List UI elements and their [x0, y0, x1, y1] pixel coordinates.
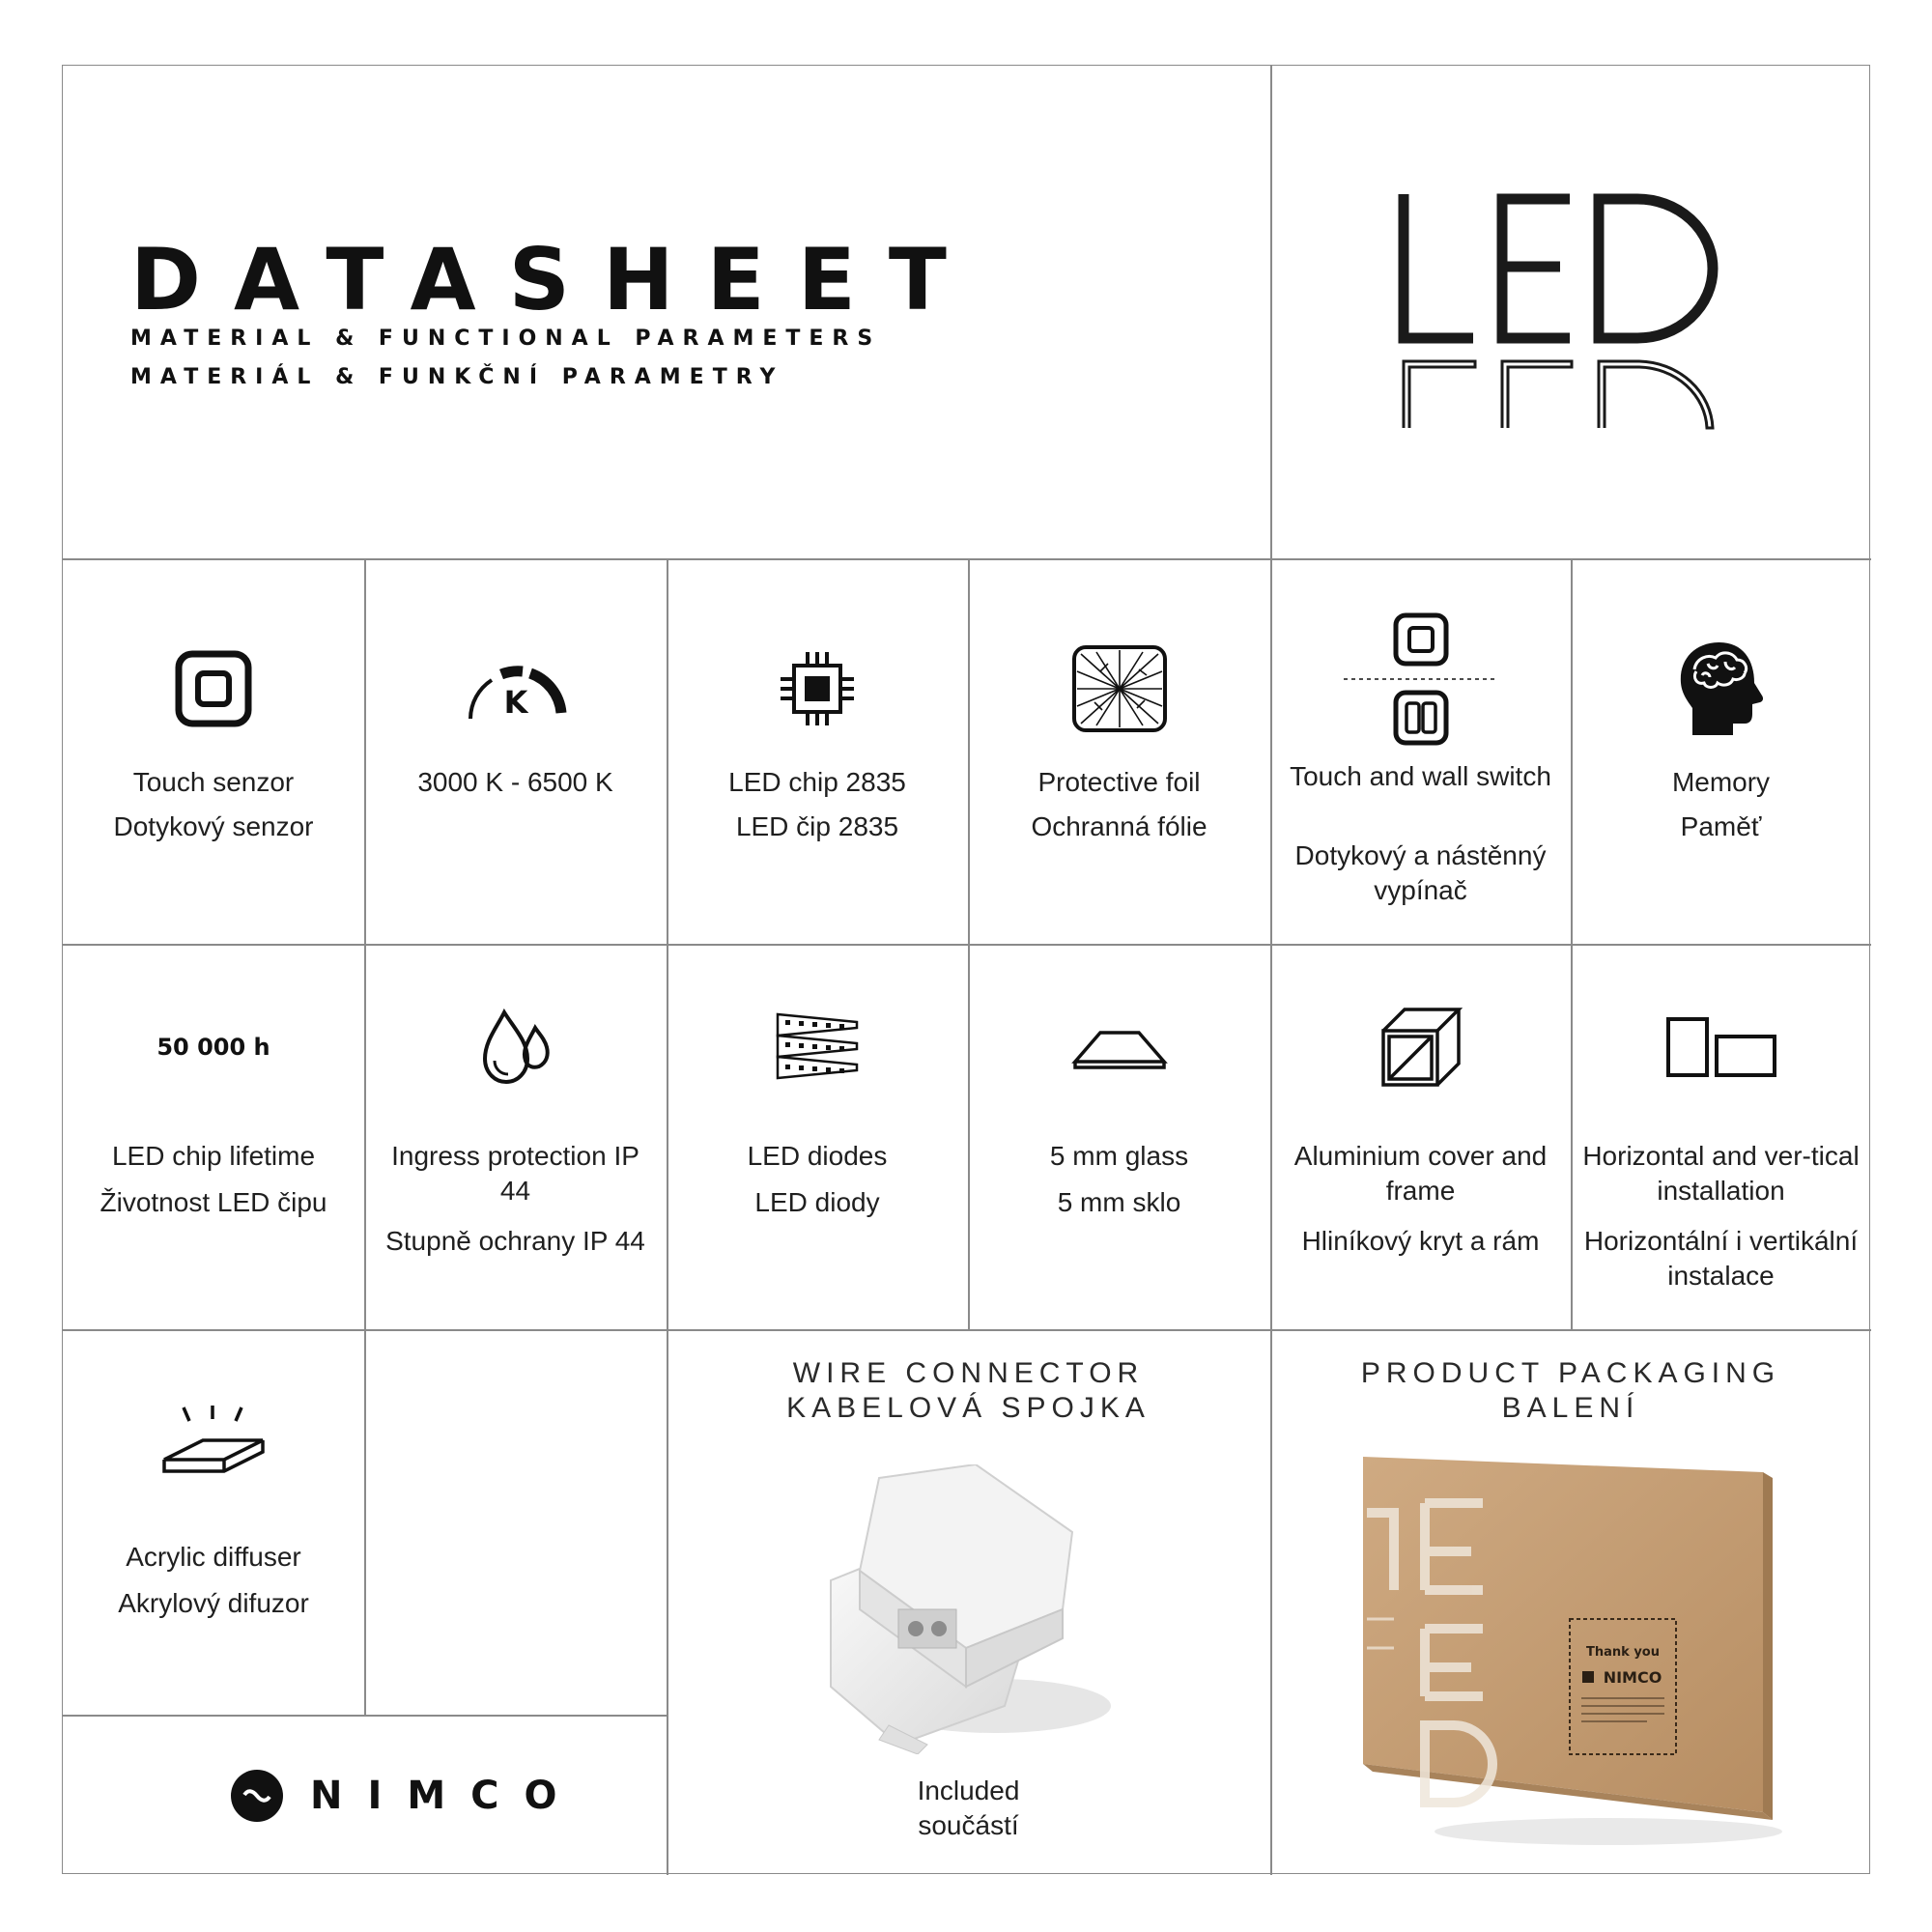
- datasheet: [62, 65, 1870, 1874]
- feature-installation-orientation: [1571, 944, 1871, 1329]
- label-cz: Ochranná fólie: [1031, 811, 1208, 841]
- label-cz: Dotykový a nástěnný vypínač: [1294, 840, 1547, 905]
- acrylic-diffuser-icon: [160, 1402, 267, 1479]
- label-en: LED diodes: [747, 1141, 888, 1171]
- label-en: Protective foil: [1037, 767, 1201, 797]
- wire-connector-panel: [667, 1329, 1270, 1875]
- feature-led-diodes: [667, 944, 968, 1329]
- label-en: Aluminium cover and frame: [1293, 1141, 1548, 1206]
- ingress-protection-icon: [479, 1009, 553, 1086]
- label-en: 3000 K - 6500 K: [417, 767, 613, 797]
- nimco-logo-icon: [231, 1770, 283, 1822]
- packaging-brand-label: NIMCO: [1603, 1668, 1662, 1687]
- led-diodes-icon: [774, 1010, 861, 1084]
- label-cz: Horizontální i vertikální instalace: [1583, 1226, 1859, 1291]
- feature-glass: [968, 944, 1270, 1329]
- label-en: Touch and wall switch: [1290, 761, 1551, 791]
- subtitle-cz: MATERIÁL & FUNKČNÍ PARAMETRY: [130, 365, 784, 389]
- feature-aluminium-frame: [1270, 944, 1571, 1329]
- protective-foil-icon: [1071, 644, 1168, 733]
- feature-led-chip: [667, 558, 968, 944]
- label-cz: LED čip 2835: [735, 811, 899, 841]
- label-cz: Hliníkový kryt a rám: [1301, 1226, 1540, 1256]
- feature-memory: [1571, 558, 1871, 944]
- lifetime-icon: 50 000 h: [156, 1034, 270, 1061]
- packaging-thank-you: Thank you: [1586, 1645, 1660, 1660]
- wire-connector-note-en: Included: [917, 1776, 1020, 1805]
- wire-connector-image: [811, 1464, 1121, 1754]
- label-cz: Paměť: [1680, 811, 1762, 841]
- label-en: Touch senzor: [132, 767, 295, 797]
- packaging-box-image: [1357, 1445, 1782, 1851]
- installation-orientation-icon: [1665, 1016, 1777, 1078]
- label-cz: Životnost LED čipu: [99, 1187, 327, 1217]
- aluminium-frame-icon: [1379, 1006, 1463, 1089]
- label-en: LED chip 2835: [728, 767, 906, 797]
- feature-protective-foil: [968, 558, 1270, 944]
- feature-lifetime: [63, 944, 364, 1329]
- led-chip-icon: [777, 648, 858, 729]
- label-cz: Stupně ochrany IP 44: [385, 1226, 645, 1256]
- wire-connector-title-en: WIRE CONNECTOR: [792, 1357, 1145, 1389]
- packaging-title-cz: BALENÍ: [1501, 1392, 1640, 1424]
- brand-name: NIMCO: [310, 1774, 582, 1818]
- memory-icon: [1675, 640, 1768, 737]
- feature-ingress-protection: [364, 944, 667, 1329]
- label-cz: Akrylový difuzor: [118, 1588, 309, 1618]
- subtitle-en: MATERIAL & FUNCTIONAL PARAMETERS: [130, 327, 882, 351]
- label-en: 5 mm glass: [1049, 1141, 1189, 1171]
- wire-connector-title-cz: KABELOVÁ SPOJKA: [786, 1392, 1151, 1424]
- label-cz: 5 mm sklo: [1057, 1187, 1181, 1217]
- empty-cell: [364, 1329, 667, 1715]
- label-en: LED chip lifetime: [111, 1141, 316, 1171]
- feature-touch-and-wall-switch: [1270, 558, 1571, 944]
- header: [63, 66, 1270, 558]
- wire-connector-note-cz: součástí: [918, 1810, 1019, 1840]
- touch-sensor-icon: [175, 650, 252, 727]
- glass-icon: [1071, 1023, 1168, 1071]
- label-en: Horizontal and ver-tical installation: [1582, 1141, 1860, 1206]
- touch-and-wall-switch-icon: [1339, 611, 1503, 747]
- label-cz: LED diody: [754, 1187, 880, 1217]
- color-temperature-icon: [463, 655, 569, 723]
- brand-footer: [63, 1715, 667, 1875]
- label-cz: Dotykový senzor: [113, 811, 314, 841]
- page-title: DATASHEET: [130, 230, 980, 329]
- label-en: Ingress protection IP 44: [391, 1141, 639, 1206]
- label-en: Acrylic diffuser: [126, 1542, 301, 1572]
- feature-color-temperature: [364, 558, 667, 944]
- packaging-panel: [1270, 1329, 1871, 1875]
- packaging-title-en: PRODUCT PACKAGING: [1360, 1357, 1781, 1389]
- feature-acrylic-diffuser: [63, 1329, 364, 1715]
- color-temperature-icon-letter: K: [503, 684, 527, 721]
- feature-touch-sensor: [63, 558, 364, 944]
- led-logo-panel: [1270, 66, 1871, 558]
- label-en: Memory: [1671, 767, 1771, 797]
- led-logo: [1270, 66, 1871, 558]
